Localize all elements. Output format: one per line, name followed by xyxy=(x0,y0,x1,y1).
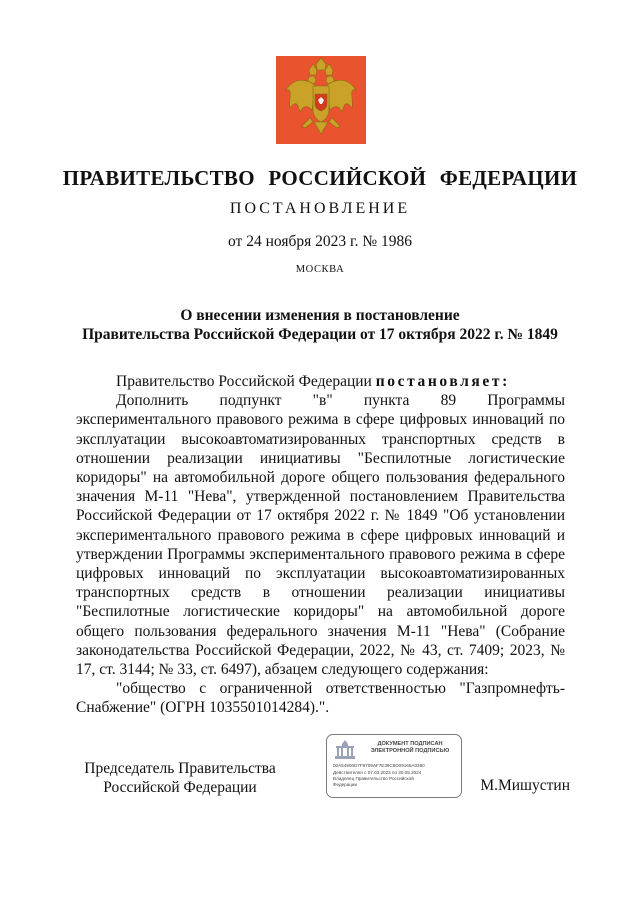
stamp-owner-line-1: Владелец Правительство Российской xyxy=(333,776,414,781)
decrees-word: постановляет: xyxy=(375,373,510,390)
date-and-number: от 24 ноября 2023 г. № 1986 xyxy=(228,233,412,250)
government-building-icon xyxy=(334,740,356,760)
stamp-owner-line-2: Федерации xyxy=(333,782,358,787)
city: МОСКВА xyxy=(295,264,345,275)
stamp-validity: Действителен с 07.03.2023 по 30.05.2024 xyxy=(333,770,422,775)
paragraph-lead: Правительство Российской Федерации xyxy=(116,373,376,390)
electronic-signature-stamp xyxy=(326,734,462,798)
stamp-certificate: 00A54906D7F6709AF7E39C8D09166A0380 xyxy=(333,763,425,768)
paragraph-main: Дополнить подпункт "в" пункта 89 Программы экспериментального правового режима в сфере цифровых инноваций по эксплуатации высокоавтоматизированных транспортных средств в отношении реализации инициативы "Беспилотные логистические коридоры" на автомобильной дороге общего пользования федерального значения М-11 "Нева", утвержденной постановлением Правительства Российской Федерации от 17 октября 2022 г. № 1849 "Об установлении экспериментального правового режима в сфере цифровых инноваций и утверждении Программы экспериментального правового режима в сфере цифровых инноваций по эксплуатации высокоавтоматизированных транспортных средств в отношении реализации инициативы "Беспилотные логистические коридоры" на автомобильной дороге общего пользования федерального значения М-11 "Нева" (Собрание законодательства Российской Федерации, 2022, № 43, ст. 7409; 2023, № 17, ст. 3144; № 33, ст. 6497), абзацем следующего содержания: xyxy=(76,392,565,679)
government-title: ПРАВИТЕЛЬСТВО РОССИЙСКОЙ ФЕДЕРАЦИИ xyxy=(62,166,578,190)
stamp-title-line-1: ДОКУМЕНТ ПОДПИСАН xyxy=(377,741,443,747)
paragraph-quote: "общество с ограниченной ответственностью "Газпромнефть-Снабжение" (ОГРН 1035501014284).". xyxy=(76,680,565,717)
document-heading xyxy=(60,306,580,344)
signatory-position xyxy=(80,759,280,797)
position-line-2: Российской Федерации xyxy=(103,779,257,796)
document-type: ПОСТАНОВЛЕНИЕ xyxy=(229,200,411,217)
document-body xyxy=(76,372,565,718)
heading-line-1: О внесении изменения в постановление xyxy=(180,307,460,324)
coat-of-arms-emblem-icon xyxy=(276,56,366,144)
stamp-title-line-2: ЭЛЕКТРОННОЙ ПОДПИСЬЮ xyxy=(370,748,450,754)
stamp-title xyxy=(361,741,459,755)
heading-line-2: Правительства Российской Федерации от 17 октября 2022 г. № 1849 xyxy=(82,326,558,343)
position-line-1: Председатель Правительства xyxy=(84,760,276,777)
paragraph-decree xyxy=(76,372,565,391)
signatory-name: М.Мишустин xyxy=(480,777,570,794)
